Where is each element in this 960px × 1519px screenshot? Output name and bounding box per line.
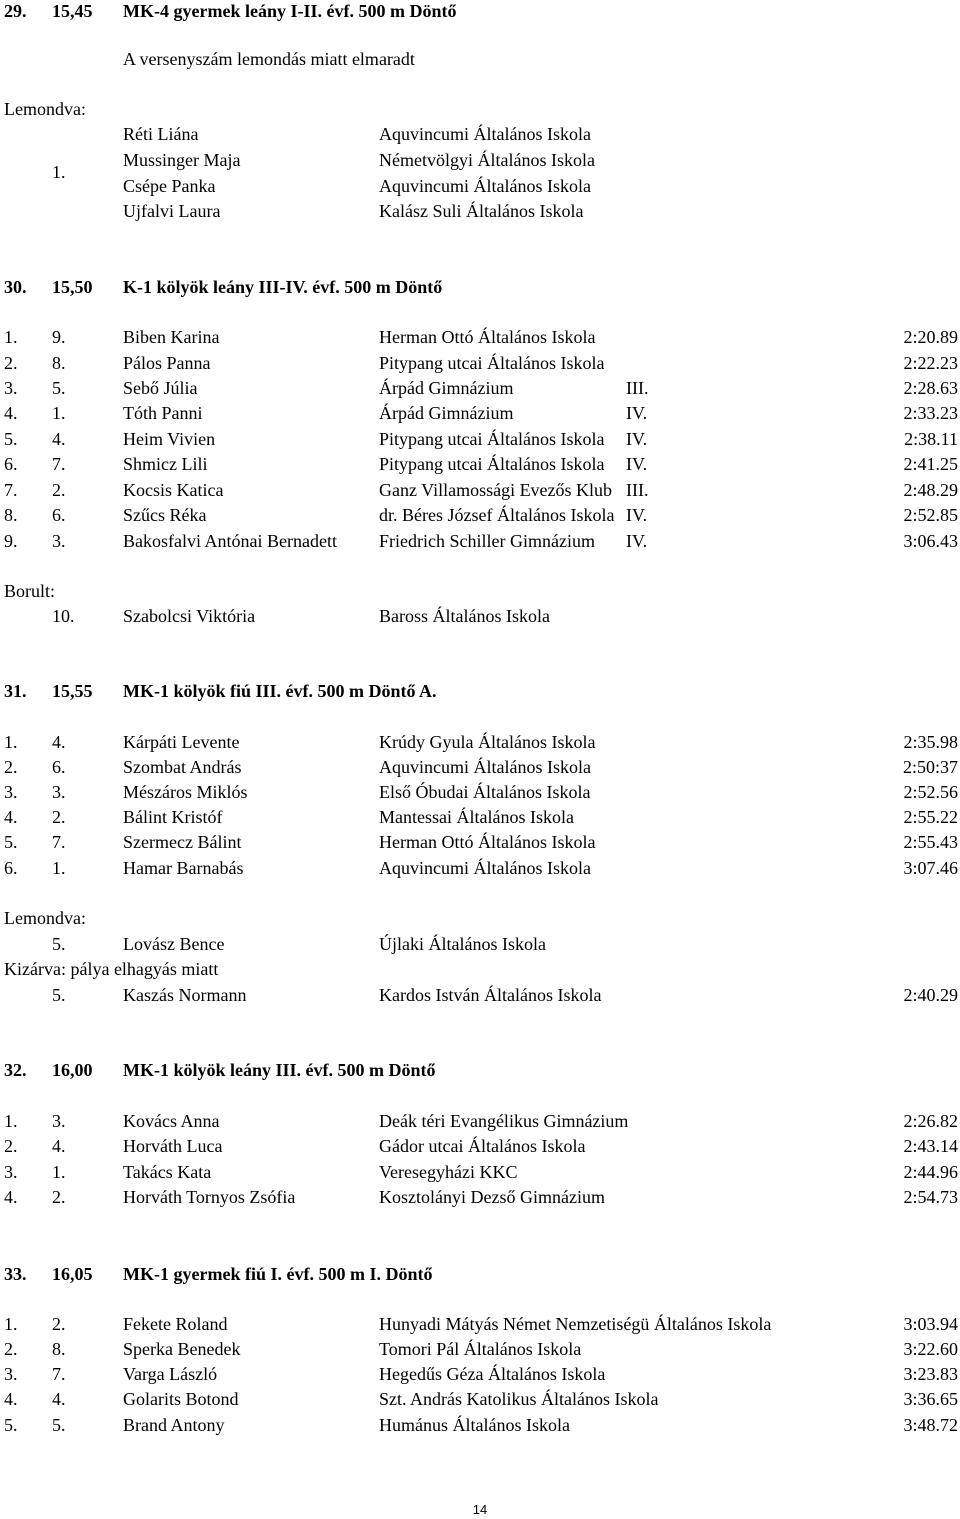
school-name: Pitypang utcai Általános Iskola: [379, 429, 605, 449]
event-title: MK-4 gyermek leány I-II. évf. 500 m Döntő: [123, 1, 457, 21]
school-name: Ganz Villamossági Evezős Klub: [379, 480, 613, 500]
result-lane: 9.: [52, 327, 66, 347]
school-name: Gádor utcai Általános Iskola: [379, 1136, 586, 1156]
school-grade: IV.: [626, 454, 648, 474]
athlete-name: Kocsis Katica: [123, 480, 224, 500]
result-lane: 1.: [52, 1162, 66, 1182]
school-name: Deák téri Evangélikus Gimnázium: [379, 1111, 629, 1131]
school-name: Aquvincumi Általános Iskola: [379, 858, 591, 878]
result-place: 9.: [4, 531, 18, 551]
result-time: 2:41.25: [903, 454, 958, 474]
result-lane: 5.: [52, 1415, 66, 1435]
athlete-name: Heim Vivien: [123, 429, 216, 449]
event-time: 16,05: [52, 1264, 93, 1284]
athlete-name: Szabolcsi Viktória: [123, 606, 256, 626]
result-lane: 6.: [52, 505, 66, 525]
result-lane: 1.: [52, 858, 66, 878]
school-name: Pitypang utcai Általános Iskola: [379, 353, 605, 373]
result-lane: 4.: [52, 429, 66, 449]
school-name: Humánus Általános Iskola: [379, 1415, 570, 1435]
crew-member-school: Németvölgyi Általános Iskola: [379, 150, 595, 170]
result-place: 2.: [4, 1136, 18, 1156]
result-place: 5.: [4, 832, 18, 852]
athlete-name: Shmicz Lili: [123, 454, 208, 474]
school-grade: III.: [626, 480, 649, 500]
event-title: MK-1 gyermek fiú I. évf. 500 m I. Döntő: [123, 1264, 433, 1284]
result-time: 3:06.43: [903, 531, 958, 551]
result-time: 2:52.56: [903, 782, 958, 802]
event-number: 32.: [4, 1060, 27, 1080]
athlete-name: Kárpáti Levente: [123, 732, 240, 752]
result-lane: 1.: [52, 403, 66, 423]
result-lane: 6.: [52, 757, 66, 777]
athlete-name: Szűcs Réka: [123, 505, 207, 525]
result-time: 2:35.98: [903, 732, 958, 752]
result-place: 4.: [4, 807, 18, 827]
athlete-name: Pálos Panna: [123, 353, 211, 373]
result-time: 2:28.63: [903, 378, 958, 398]
result-lane: 7.: [52, 832, 66, 852]
result-time: 2:55.43: [903, 832, 958, 852]
result-time: 2:20.89: [903, 327, 958, 347]
result-time: 2:33.23: [903, 403, 958, 423]
event-number: 31.: [4, 681, 27, 701]
athlete-name: Horváth Luca: [123, 1136, 223, 1156]
result-place: 2.: [4, 1339, 18, 1359]
athlete-name: Brand Antony: [123, 1415, 225, 1435]
result-place: 3.: [4, 782, 18, 802]
result-place: 3.: [4, 378, 18, 398]
school-name: Szt. András Katolikus Általános Iskola: [379, 1389, 659, 1409]
capsized-label: Borult:: [4, 581, 56, 601]
athlete-name: Bakosfalvi Antónai Bernadett: [123, 531, 337, 551]
event-time: 16,00: [52, 1060, 93, 1080]
result-lane: 5.: [52, 985, 66, 1005]
crew-place: 1.: [52, 162, 66, 182]
event-time: 15,55: [52, 681, 93, 701]
athlete-name: Lovász Bence: [123, 934, 225, 954]
result-lane: 5.: [52, 378, 66, 398]
athlete-name: Mészáros Miklós: [123, 782, 248, 802]
disqualified-label: Kizárva: pálya elhagyás miatt: [4, 959, 219, 979]
athlete-name: Szombat András: [123, 757, 242, 777]
event-time: 15,50: [52, 277, 93, 297]
result-lane: 2.: [52, 1187, 66, 1207]
school-grade: III.: [626, 378, 649, 398]
athlete-name: Golarits Botond: [123, 1389, 239, 1409]
result-time: 2:55.22: [903, 807, 958, 827]
result-lane: 3.: [52, 531, 66, 551]
school-name: Aquvincumi Általános Iskola: [379, 757, 591, 777]
school-grade: IV.: [626, 429, 648, 449]
school-name: Tomori Pál Általános Iskola: [379, 1339, 582, 1359]
result-place: 8.: [4, 505, 18, 525]
school-name: Veresegyházi KKC: [379, 1162, 518, 1182]
athlete-name: Varga László: [123, 1364, 218, 1384]
result-lane: 7.: [52, 454, 66, 474]
result-lane: 2.: [52, 1314, 66, 1334]
school-name: Újlaki Általános Iskola: [379, 934, 546, 954]
crew-member-school: Kalász Suli Általános Iskola: [379, 201, 584, 221]
school-name: Mantessai Általános Iskola: [379, 807, 574, 827]
result-time: 3:07.46: [903, 858, 958, 878]
result-lane: 4.: [52, 1136, 66, 1156]
result-time: 2:44.96: [903, 1162, 958, 1182]
school-name: Baross Általános Iskola: [379, 606, 550, 626]
result-lane: 8.: [52, 353, 66, 373]
event-time: 15,45: [52, 1, 93, 21]
event-number: 33.: [4, 1264, 27, 1284]
athlete-name: Szermecz Bálint: [123, 832, 242, 852]
athlete-name: Horváth Tornyos Zsófia: [123, 1187, 296, 1207]
result-place: 4.: [4, 403, 18, 423]
result-lane: 2.: [52, 480, 66, 500]
result-place: 1.: [4, 1314, 18, 1334]
event-number: 29.: [4, 1, 27, 21]
crew-member-name: Ujfalvi Laura: [123, 201, 221, 221]
result-time: 2:40.29: [903, 985, 958, 1005]
school-name: Kardos István Általános Iskola: [379, 985, 602, 1005]
result-place: 2.: [4, 353, 18, 373]
event-title: MK-1 kölyök fiú III. évf. 500 m Döntő A.: [123, 681, 437, 701]
result-place: 3.: [4, 1162, 18, 1182]
result-time: 2:54.73: [903, 1187, 958, 1207]
athlete-name: Sperka Benedek: [123, 1339, 241, 1359]
athlete-name: Biben Karina: [123, 327, 220, 347]
result-time: 2:38.11: [904, 429, 958, 449]
page-number: 14: [472, 1502, 488, 1517]
result-place: 5.: [4, 429, 18, 449]
result-place: 3.: [4, 1364, 18, 1384]
result-time: 2:52.85: [903, 505, 958, 525]
result-place: 7.: [4, 480, 18, 500]
athlete-name: Hamar Barnabás: [123, 858, 244, 878]
result-lane: 4.: [52, 732, 66, 752]
school-name: Herman Ottó Általános Iskola: [379, 832, 596, 852]
result-time: 2:50:37: [902, 757, 958, 777]
school-name: Első Óbudai Általános Iskola: [379, 782, 591, 802]
result-time: 2:43.14: [903, 1136, 958, 1156]
result-lane: 3.: [52, 782, 66, 802]
school-grade: IV.: [626, 403, 648, 423]
school-name: Hunyadi Mátyás Német Nemzetiségü Általános Iskola: [379, 1314, 772, 1334]
result-time: 3:23.83: [903, 1364, 958, 1384]
result-lane: 10.: [52, 606, 75, 626]
result-time: 3:48.72: [903, 1415, 958, 1435]
result-lane: 8.: [52, 1339, 66, 1359]
school-grade: IV.: [626, 531, 648, 551]
result-place: 6.: [4, 454, 18, 474]
event-title: MK-1 kölyök leány III. évf. 500 m Döntő: [123, 1060, 436, 1080]
result-lane: 5.: [52, 934, 66, 954]
school-name: Árpád Gimnázium: [379, 403, 514, 423]
crew-member-name: Réti Liána: [123, 124, 199, 144]
result-place: 1.: [4, 327, 18, 347]
result-time: 3:36.65: [903, 1389, 958, 1409]
result-lane: 4.: [52, 1389, 66, 1409]
school-name: Hegedűs Géza Általános Iskola: [379, 1364, 606, 1384]
result-place: 4.: [4, 1187, 18, 1207]
withdrawn-label: Lemondva:: [4, 99, 86, 119]
result-place: 1.: [4, 732, 18, 752]
school-name: Pitypang utcai Általános Iskola: [379, 454, 605, 474]
school-name: Friedrich Schiller Gimnázium: [379, 531, 595, 551]
result-time: 2:26.82: [903, 1111, 958, 1131]
school-name: Kosztolányi Dezső Gimnázium: [379, 1187, 605, 1207]
athlete-name: Kaszás Normann: [123, 985, 247, 1005]
athlete-name: Bálint Kristóf: [123, 807, 223, 827]
result-time: 2:48.29: [903, 480, 958, 500]
school-grade: IV.: [626, 505, 648, 525]
athlete-name: Tóth Panni: [123, 403, 203, 423]
event-note: A versenyszám lemondás miatt elmaradt: [123, 49, 415, 69]
athlete-name: Takács Kata: [123, 1162, 212, 1182]
school-name: Krúdy Gyula Általános Iskola: [379, 732, 596, 752]
result-time: 3:22.60: [903, 1339, 958, 1359]
school-name: Herman Ottó Általános Iskola: [379, 327, 596, 347]
athlete-name: Kovács Anna: [123, 1111, 220, 1131]
result-time: 3:03.94: [903, 1314, 958, 1334]
crew-member-name: Mussinger Maja: [123, 150, 241, 170]
school-name: Árpád Gimnázium: [379, 378, 514, 398]
result-place: 4.: [4, 1389, 18, 1409]
crew-member-school: Aquvincumi Általános Iskola: [379, 176, 591, 196]
result-place: 1.: [4, 1111, 18, 1131]
athlete-name: Fekete Roland: [123, 1314, 228, 1334]
result-place: 6.: [4, 858, 18, 878]
event-number: 30.: [4, 277, 27, 297]
result-lane: 2.: [52, 807, 66, 827]
result-lane: 3.: [52, 1111, 66, 1131]
school-name: dr. Béres József Általános Iskola: [379, 505, 615, 525]
athlete-name: Sebő Júlia: [123, 378, 198, 398]
withdrawn-label: Lemondva:: [4, 908, 86, 928]
result-place: 2.: [4, 757, 18, 777]
crew-member-name: Csépe Panka: [123, 176, 216, 196]
event-title: K-1 kölyök leány III-IV. évf. 500 m Döntő: [123, 277, 443, 297]
result-time: 2:22.23: [903, 353, 958, 373]
result-place: 5.: [4, 1415, 18, 1435]
result-lane: 7.: [52, 1364, 66, 1384]
crew-member-school: Aquvincumi Általános Iskola: [379, 124, 591, 144]
